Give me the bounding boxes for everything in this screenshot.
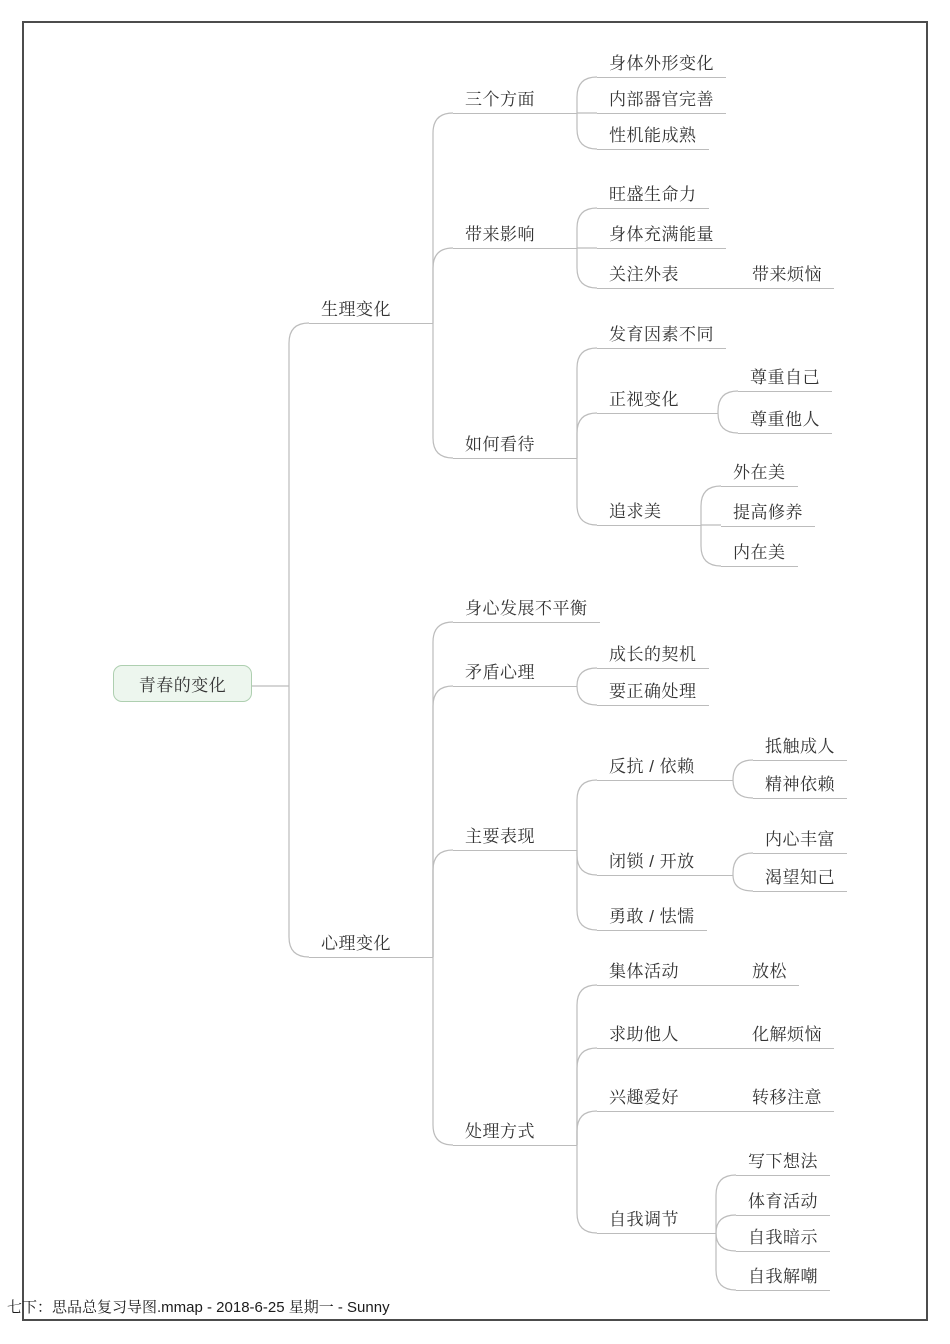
topic-xing[interactable]: 性机能成熟 [597,124,709,150]
topic-guanzhu[interactable]: 关注外表 [597,263,740,289]
topic-sange[interactable]: 三个方面 [453,88,577,114]
topic-fayu[interactable]: 发育因素不同 [597,323,726,349]
topic-fangsong[interactable]: 放松 [740,960,799,986]
topic-tiyu[interactable]: 体育活动 [736,1190,830,1216]
topic-zunzi[interactable]: 尊重自己 [738,366,832,392]
topic-chengzhang[interactable]: 成长的契机 [597,643,709,669]
topic-kewang[interactable]: 渴望知己 [753,866,847,892]
footer-caption: 七下：思品总复习导图.mmap - 2018-6-25 星期一 - Sunny [7,1299,390,1316]
topic-daiying[interactable]: 带来影响 [453,223,577,249]
topic-zhuanyi[interactable]: 转移注意 [740,1086,834,1112]
topic-zhengshi[interactable]: 正视变化 [597,388,718,414]
topic-xinli[interactable]: 心理变化 [309,932,433,958]
topic-shenti[interactable]: 身体外形变化 [597,52,726,78]
topic-xingqu[interactable]: 兴趣爱好 [597,1086,740,1112]
topic-ziwo[interactable]: 自我调节 [597,1208,716,1234]
topic-jingshen[interactable]: 精神依赖 [753,773,847,799]
topic-shenxin[interactable]: 身心发展不平衡 [453,597,600,623]
topic-jiti[interactable]: 集体活动 [597,960,740,986]
topic-dichu[interactable]: 抵触成人 [753,735,847,761]
topic-zhuyao[interactable]: 主要表现 [453,825,577,851]
topic-huajie[interactable]: 化解烦恼 [740,1023,834,1049]
topic-waizai[interactable]: 外在美 [721,461,798,487]
topic-zhuiqiu[interactable]: 追求美 [597,500,701,526]
topic-anshi[interactable]: 自我暗示 [736,1226,830,1252]
topic-zhengque[interactable]: 要正确处理 [597,680,709,706]
topic-zunta[interactable]: 尊重他人 [738,408,832,434]
topic-fannao[interactable]: 带来烦恼 [740,263,834,289]
topic-yonggan[interactable]: 勇敢 / 怯懦 [597,905,707,931]
topic-maodun[interactable]: 矛盾心理 [453,661,577,687]
topic-fankang[interactable]: 反抗 / 依赖 [597,755,733,781]
topic-shengli[interactable]: 生理变化 [309,298,433,324]
topic-qiuzhu[interactable]: 求助他人 [597,1023,740,1049]
topic-chuli[interactable]: 处理方式 [453,1120,577,1146]
topic-neizai[interactable]: 内在美 [721,541,798,567]
topic-neibu[interactable]: 内部器官完善 [597,88,726,114]
topic-jiechao[interactable]: 自我解嘲 [736,1265,830,1291]
topic-tigao[interactable]: 提高修养 [721,501,815,527]
topic-wangsheng[interactable]: 旺盛生命力 [597,183,709,209]
root-topic[interactable]: 青春的变化 [113,665,252,702]
topic-xiexia[interactable]: 写下想法 [736,1150,830,1176]
topic-chongman[interactable]: 身体充满能量 [597,223,726,249]
topic-bisuo[interactable]: 闭锁 / 开放 [597,850,733,876]
topic-ruhe[interactable]: 如何看待 [453,433,577,459]
topic-neixin[interactable]: 内心丰富 [753,828,847,854]
